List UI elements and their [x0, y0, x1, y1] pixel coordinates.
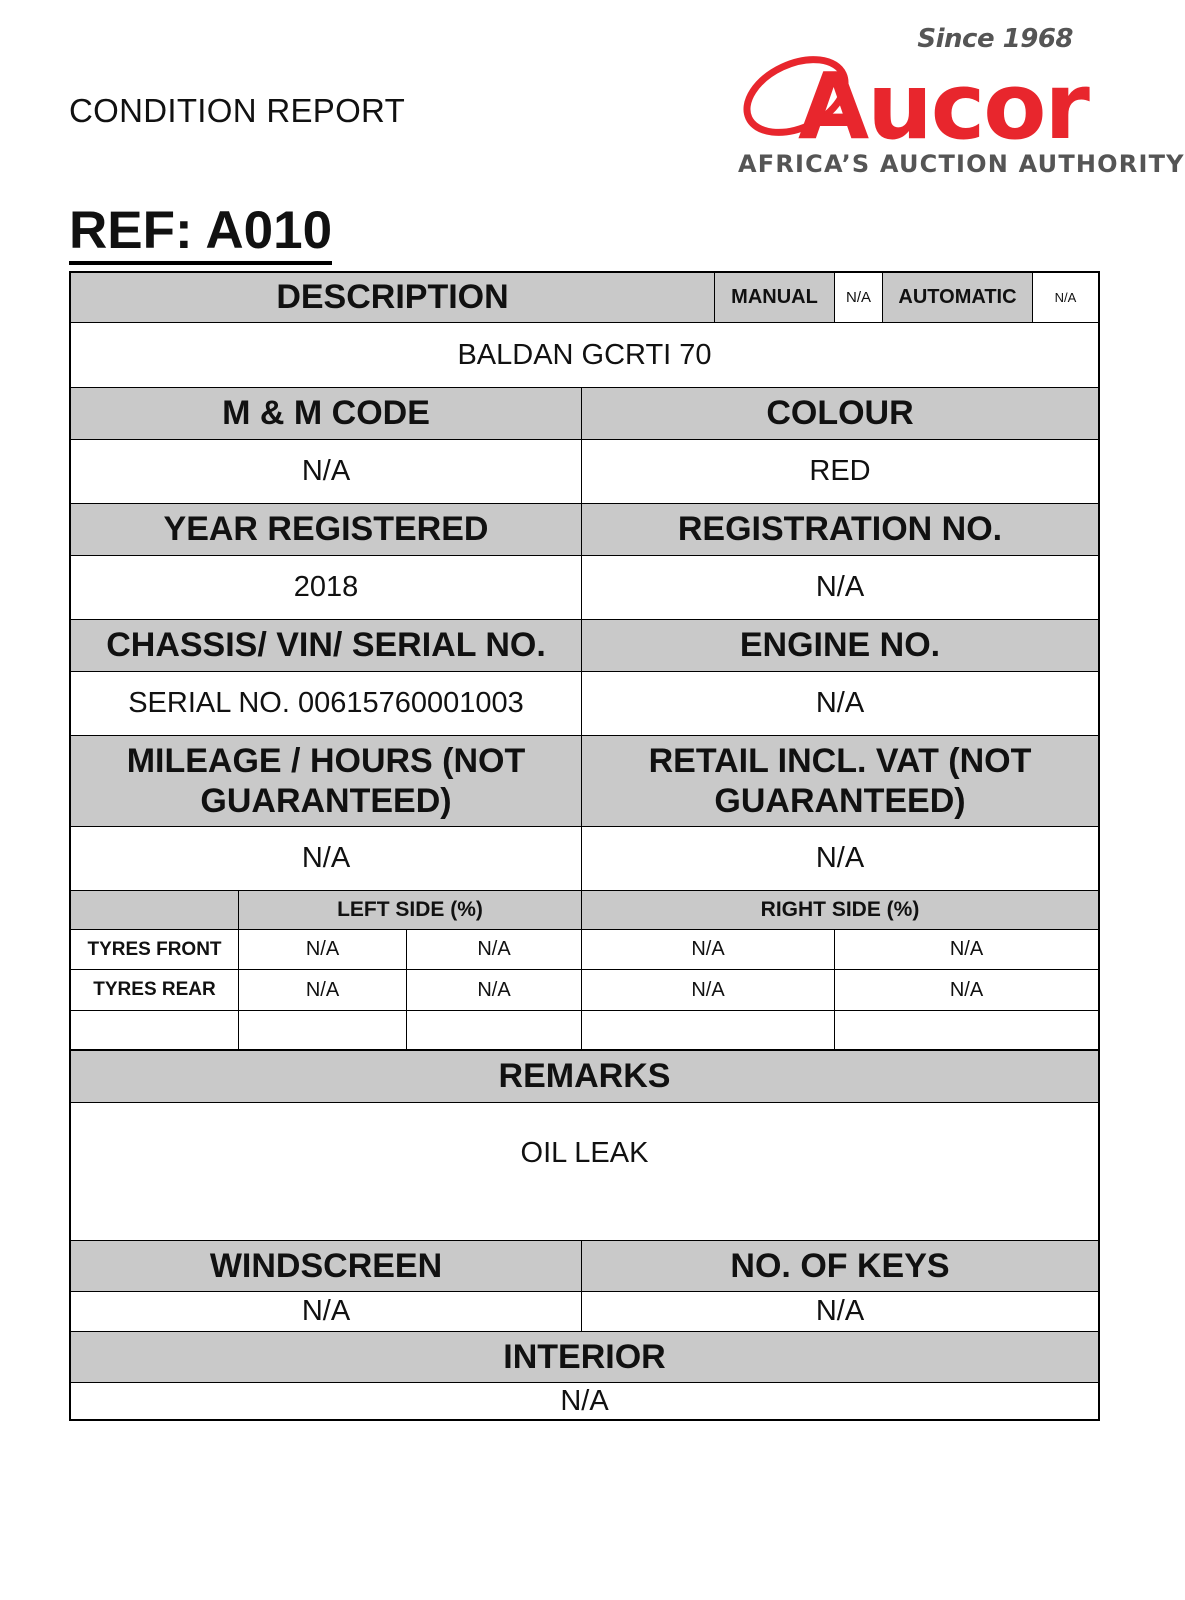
tyres-rear-right-2: N/A: [949, 978, 984, 1001]
description-label: DESCRIPTION: [71, 273, 715, 322]
mm-code-label: M & M CODE: [71, 388, 582, 439]
year-reg-header-row: [71, 504, 1098, 556]
tyres-rear-left-1: N/A: [239, 970, 407, 1010]
year-registered-value: 2018: [71, 556, 582, 619]
aucor-logo: [738, 22, 1185, 187]
remarks-label: REMARKS: [71, 1051, 1098, 1102]
chassis-engine-header-row: [71, 620, 1098, 672]
tyres-front-right-1: N/A: [582, 930, 835, 969]
tyres-blank-row: [71, 1011, 1098, 1051]
mileage-retail-value-row: [71, 827, 1098, 891]
interior-header-row: [71, 1332, 1098, 1383]
windscreen-value: N/A: [71, 1292, 582, 1331]
condition-report-table: [69, 271, 1100, 1421]
tyres-front-left-2: N/A: [407, 930, 582, 969]
colour-label: COLOUR: [582, 388, 1098, 439]
mm-colour-header-row: [71, 388, 1098, 440]
tyres-corner-cell: [71, 891, 239, 929]
manual-value: N/A: [835, 273, 883, 322]
remarks-header-row: [71, 1051, 1098, 1103]
tyres-blank-cell: [407, 1011, 582, 1049]
aucor-logo-mark: [738, 46, 1088, 160]
logo-wordmark: Aucor: [798, 53, 1088, 160]
mm-code-value: N/A: [71, 440, 582, 503]
mileage-label: MILEAGE / HOURS (NOT GUARANTEED): [71, 736, 582, 826]
year-reg-value-row: [71, 556, 1098, 620]
automatic-label: AUTOMATIC: [883, 273, 1033, 322]
logo-since: Since 1968: [917, 24, 1073, 54]
description-value: BALDAN GCRTI 70: [71, 323, 1098, 387]
interior-label: INTERIOR: [71, 1332, 1098, 1382]
tyres-blank-cell: [239, 1011, 407, 1049]
tyres-front-row: [71, 930, 1098, 970]
tyres-rear-label: TYRES REAR: [71, 970, 239, 1010]
tyres-front-right-2: N/A: [949, 938, 984, 960]
mileage-value: N/A: [71, 827, 582, 890]
tyres-blank-cell: [835, 1011, 1098, 1049]
description-value-row: [71, 323, 1098, 388]
remarks-value-row: [71, 1103, 1098, 1241]
chassis-value: SERIAL NO. 00615760001003: [71, 672, 582, 735]
keys-value: N/A: [582, 1292, 1098, 1331]
tyres-rear-left-2: N/A: [407, 970, 582, 1010]
registration-no-value: N/A: [582, 556, 1098, 619]
logo-tagline: AFRICA’S AUCTION AUTHORITY: [738, 150, 1185, 178]
engine-no-value: N/A: [582, 672, 1098, 735]
tyres-front-label: TYRES FRONT: [71, 930, 239, 969]
windscreen-label: WINDSCREEN: [71, 1241, 582, 1291]
tyres-blank-cell: [71, 1011, 239, 1049]
report-title: CONDITION REPORT: [69, 92, 406, 129]
manual-label: MANUAL: [715, 273, 835, 322]
mm-colour-value-row: [71, 440, 1098, 504]
chassis-label: CHASSIS/ VIN/ SERIAL NO.: [71, 620, 582, 671]
tyres-rear-row: [71, 970, 1098, 1011]
retail-label: RETAIL INCL. VAT (NOT GUARANTEED): [582, 736, 1098, 826]
colour-value: RED: [582, 440, 1098, 503]
reference-number: REF: A010: [69, 202, 332, 265]
registration-no-label: REGISTRATION NO.: [582, 504, 1098, 555]
interior-value-row: [71, 1383, 1098, 1419]
right-side-label: RIGHT SIDE (%): [582, 891, 1098, 929]
keys-label: NO. OF KEYS: [582, 1241, 1098, 1291]
tyres-rear-right-1: N/A: [582, 970, 835, 1010]
mileage-retail-header-row: [71, 736, 1098, 827]
chassis-engine-value-row: [71, 672, 1098, 736]
tyres-blank-cell: [582, 1011, 835, 1049]
retail-value: N/A: [582, 827, 1098, 890]
description-header-row: [71, 273, 1098, 323]
engine-no-label: ENGINE NO.: [582, 620, 1098, 671]
left-side-label: LEFT SIDE (%): [239, 891, 582, 929]
year-registered-label: YEAR REGISTERED: [71, 504, 582, 555]
remarks-value: OIL LEAK: [71, 1103, 1098, 1240]
interior-value: N/A: [71, 1383, 1098, 1419]
tyres-header-row: [71, 891, 1098, 930]
windscreen-keys-value-row: [71, 1292, 1098, 1332]
windscreen-keys-header-row: [71, 1241, 1098, 1292]
automatic-value: N/A: [1033, 273, 1098, 322]
tyres-front-left-1: N/A: [239, 930, 407, 969]
